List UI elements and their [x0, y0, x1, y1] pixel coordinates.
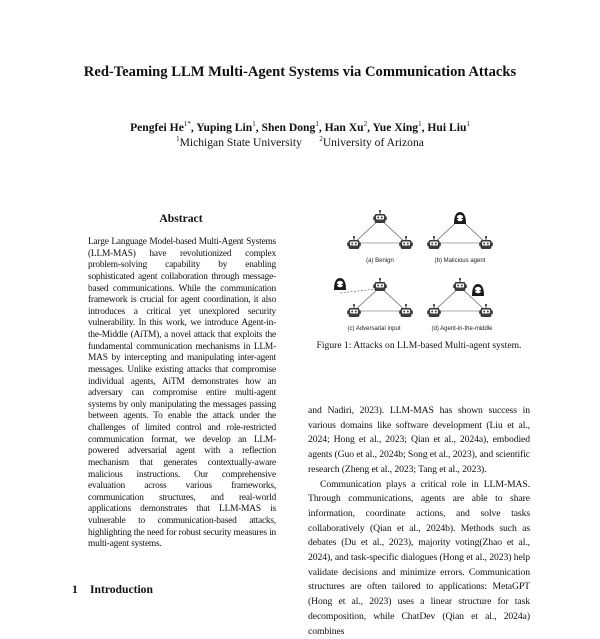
panel-label-d: (d) Agent-in-the-middle: [431, 326, 493, 332]
figure-1-diagram: [318, 205, 522, 337]
figure-1: [318, 205, 522, 337]
author-affiliation-mark: 2: [363, 120, 368, 128]
robot-icon: [399, 304, 413, 317]
author-affiliation-mark: 1: [418, 120, 422, 128]
author-name: Yue Xing: [372, 120, 419, 134]
hacker-icon: [334, 278, 346, 290]
paragraph: and Nadiri, 2023). LLM-MAS has shown success in various domains like software development (Liu et al., 2024; Hong et al., 2023; Qian et al., 2024a), embodied agents (Guo et al., 2024b; Song et al., 2023), and scientific research (Zheng et al., 2023; Tang et al., 2023).: [308, 405, 530, 475]
robot-icon: [479, 236, 493, 249]
body-text-right: [308, 404, 530, 639]
author-affiliation-mark: 1: [252, 120, 256, 128]
abstract-text: Large Language Model-based Multi-Agent Systems (LLM-MAS) have revolutionized complex problem-solving capability by enabling sophisticated agent collaboration through message-based communications. While the communication framework is crucial for agent coordination, it also introduces a critical yet unexplored security vulnerability. In this work, we introduce Agent-in-the-Middle (AiTM), a novel attack that exploits the fundamental communication mechanisms in LLM-MAS by intercepting and manipulating inter-agent messages. Unlike existing attacks that compromise individual agents, AiTM demonstrates how an adversary can compromise entire multi-agent systems by only manipulating the messages passing between agents. To enable the attack under the challenges of limited control and role-restricted communication format, we develop an LLM-powered adversarial agent with a reflection mechanism that generates contextually-aware malicious instructions. Our comprehensive evaluation across various frameworks, communication structures, and real-world applications demonstrates that LLM-MAS is vulnerable to communication-based attacks, highlighting the need for robust security measures in multi-agent systems.: [88, 237, 276, 550]
robot-icon: [427, 236, 441, 249]
hacker-icon: [472, 284, 484, 296]
robot-icon: [427, 304, 441, 317]
affiliation-mark: 2: [319, 135, 323, 143]
panel-label-c: (c) Adversarial input: [347, 326, 401, 332]
panel-benign: [347, 210, 413, 264]
panel-adversarial-input: [334, 278, 413, 332]
robot-icon: [373, 210, 387, 223]
robot-icon: [453, 278, 467, 291]
robot-icon: [347, 304, 361, 317]
affiliation-name: University of Arizona: [322, 135, 424, 149]
affiliation-name: Michigan State University: [179, 135, 302, 149]
author-affiliation-mark: 1: [315, 120, 319, 128]
author-list: Pengfei $He^{1*}$, Yuping Lin$^1$, Shen Dong$^1$, Han Xu$^2$, Yue Xing$^1$, Hui Liu$^1$: [130, 120, 470, 134]
section-heading: [72, 583, 153, 596]
affiliation-list: [0, 132, 600, 150]
panel-agent-in-the-middle: [427, 278, 493, 332]
robot-icon: [479, 304, 493, 317]
paper-title: Red-Teaming LLM Multi-Agent Systems via Communication Attacks: [83, 64, 517, 80]
panel-label-b: (b) Malicious agent: [434, 258, 486, 264]
robot-icon: [399, 236, 413, 249]
section-title: Introduction: [90, 583, 153, 596]
author-name: Shen Dong: [261, 120, 316, 134]
section-number: 1: [72, 583, 78, 596]
author-name: Han Xu: [324, 120, 364, 134]
author-affiliation-mark: 1*: [183, 120, 191, 128]
hacker-icon: [454, 212, 466, 224]
author-name: Yuping Lin: [196, 120, 253, 134]
author-name: Hui Liu: [427, 120, 467, 134]
abstract-heading: Abstract: [159, 212, 203, 225]
paragraph: Communication plays a critical role in LLM-MAS. Through communications, agents are able to share information, coordinate actions, and solve tasks collaboratively (Qian et al., 2024b). Methods such as debates (Du et al., 2023), majority voting(Zhao et al., 2024), and task-specific dialogues (Hong et al., 2023) help validate decisions and minimize errors. Communication structures are often tailored to applications: MetaGPT (Hong et al., 2023) uses a linear structure for task decomposition, while ChatDev (Qian et al., 2024a) combines: [308, 478, 530, 637]
panel-label-a: (a) Benign: [366, 258, 394, 264]
author-affiliation-mark: 1: [466, 120, 470, 128]
figure-caption: Figure 1: Attacks on LLM-based Multi-agent system.: [316, 340, 522, 351]
robot-icon: [373, 278, 387, 291]
affiliation-mark: 1: [176, 135, 180, 143]
robot-icon: [347, 236, 361, 249]
panel-malicious-agent: [427, 212, 493, 264]
author-name: Pengfei He: [130, 120, 184, 134]
